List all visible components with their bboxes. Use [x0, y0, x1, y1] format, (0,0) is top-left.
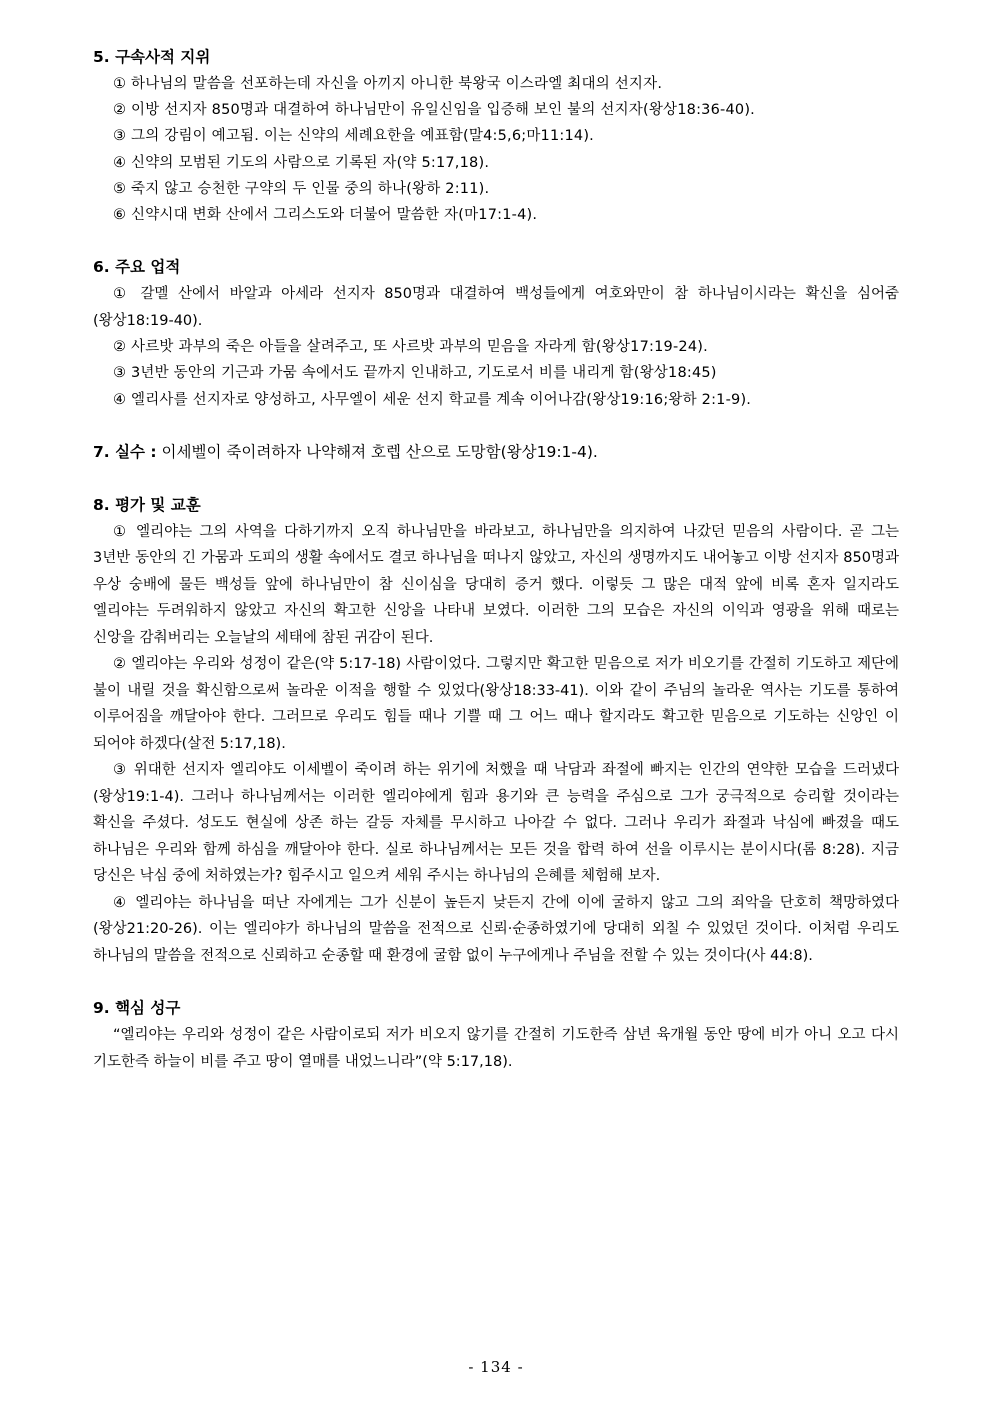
section-heading: 5. 구속사적 지위 — [93, 48, 211, 66]
section-major-achievements — [93, 254, 899, 413]
paragraph: ③ 위대한 선지자 엘리야도 이세벨이 죽이려 하는 위기에 처했을 때 낙담과 좌절에 빠지는 인간의 연약한 모습을 드러냈다(왕상19:1-4). 그러나 하나님께서는 이러한 엘리야에게 힘과 용기와 큰 능력을 주심으로 그가 궁극적으로 승리할 것이라는 확신을 주셨다. 성도도 현실에 상존 하는 갈등 자체를 무시하고 나아갈 수 없다. 그러나 우리가 좌절과 낙심에 빠졌을 때도 하나님은 우리와 함께 하심을 깨달아야 한다. 실로 하나님께서는 모든 것을 합력 하여 선을 이루시는 분이시다(롬 8:28). 지금 당신은 낙심 중에 처하였는가? 힘주시고 일으켜 세워 주시는 하나님의 은혜를 체험해 보자. — [93, 762, 899, 885]
mistake-heading: 7. 실수 : — [93, 442, 157, 461]
section-heading: 9. 핵심 성구 — [93, 999, 181, 1018]
list-item: ③ 그의 강림이 예고됨. 이는 신약의 세례요한을 예표함(말4:5,6;마11:14). — [113, 128, 594, 145]
list-item: ⑥ 신약시대 변화 산에서 그리스도와 더불어 말씀한 자(마17:1-4). — [113, 207, 538, 224]
paragraph: ② 엘리야는 우리와 성정이 같은(약 5:17-18) 사람이었다. 그렇지만 확고한 믿음으로 저가 비오기를 간절히 기도하고 제단에 불이 내릴 것을 확신함으로써 놀라운 이적을 행할 수 있었다(왕상18:33-41). 이와 같이 주님의 놀라운 역사는 기도를 통하여 이루어짐을 깨달아야 한다. 그러므로 우리도 힘들 때나 기쁠 때 그 어느 때나 할지라도 확고한 믿음으로 기도하는 신앙인 이 되어야 하겠다(살전 5:17,18). — [93, 656, 899, 752]
list-item: ② 이방 선지자 850명과 대결하여 하나님만이 유일신임을 입증해 보인 불의 선지자(왕상18:36-40). — [113, 102, 755, 119]
section-evaluation-lessons — [93, 492, 899, 970]
document-page — [93, 44, 899, 1101]
section-heading: 6. 주요 업적 — [93, 258, 181, 277]
list-item: ① 갈멜 산에서 바알과 아세라 선지자 850명과 대결하여 백성들에게 여호와만이 참 하나님이시라는 확신을 심어줌(왕상18:19-40). — [93, 286, 899, 329]
section-key-verse — [93, 995, 899, 1075]
list-item: ④ 엘리사를 선지자로 양성하고, 사무엘이 세운 선지 학교를 계속 이어나감(왕상19:16;왕하 2:1-9). — [113, 391, 752, 408]
page-number: - 134 - — [468, 1358, 524, 1376]
section-mistake — [93, 439, 899, 466]
list-item: ④ 신약의 모범된 기도의 사람으로 기록된 자(약 5:17,18). — [113, 154, 490, 171]
mistake-text: 이세벨이 죽이려하자 나약해져 호렙 산으로 도망함(왕상19:1-4). — [156, 442, 598, 461]
list-item: ③ 3년반 동안의 기근과 가뭄 속에서도 끝까지 인내하고, 기도로서 비를 내리게 함(왕상18:45) — [113, 365, 717, 382]
paragraph: ① 엘리야는 그의 사역을 다하기까지 오직 하나님만을 바라보고, 하나님만을 의지하여 나갔던 믿음의 사람이다. 곧 그는 3년반 동안의 긴 가뭄과 도피의 생활 속에서도 결코 하나님을 떠나지 않았고, 자신의 생명까지도 내어놓고 이방 선지자 850명과 우상 숭배에 물든 백성들 앞에 하나님만이 참 신이심을 당대히 증거 했다. 이렇듯 그 많은 대적 앞에 비록 혼자 일지라도 엘리야는 두려워하지 않았고 자신의 확고한 신앙을 나타내 보였다. 이러한 그의 모습은 자신의 이익과 영광을 위해 때로는 신앙을 감춰버리는 오늘날의 세태에 참된 귀감이 된다. — [93, 523, 899, 646]
section-heading: 8. 평가 및 교훈 — [93, 495, 201, 514]
list-item: ① 하나님의 말씀을 선포하는데 자신을 아끼지 아니한 북왕국 이스라엘 최대의 선지자. — [113, 76, 663, 92]
section-heading — [93, 439, 899, 466]
paragraph: ④ 엘리야는 하나님을 떠난 자에게는 그가 신분이 높든지 낮든지 간에 이에 굴하지 않고 그의 죄악을 단호히 책망하였다(왕상21:20-26). 이는 엘리야가 하나님의 말씀을 전적으로 신뢰·순종하였기에 당대히 외칠 수 있었던 것이다. 이처럼 우리도 하나님의 말씀을 전적으로 신뢰하고 순종할 때 환경에 굴함 없이 누구에게나 주님을 전할 수 있는 것이다(사 44:8). — [93, 894, 899, 964]
key-verse-quote: “엘리야는 우리와 성정이 같은 사람이로되 저가 비오지 않기를 간절히 기도한즉 삼년 육개월 동안 땅에 비가 아니 오고 다시 기도한즉 하늘이 비를 주고 땅이 열매를 내었느니라”(약 5:17,18). — [93, 1027, 899, 1070]
list-item: ⑤ 죽지 않고 승천한 구약의 두 인물 중의 하나(왕하 2:11). — [113, 180, 490, 197]
list-item: ② 사르밧 과부의 죽은 아들을 살려주고, 또 사르밧 과부의 믿음을 자라게 함(왕상17:19-24). — [113, 339, 708, 356]
section-redemptive-status — [93, 44, 899, 228]
